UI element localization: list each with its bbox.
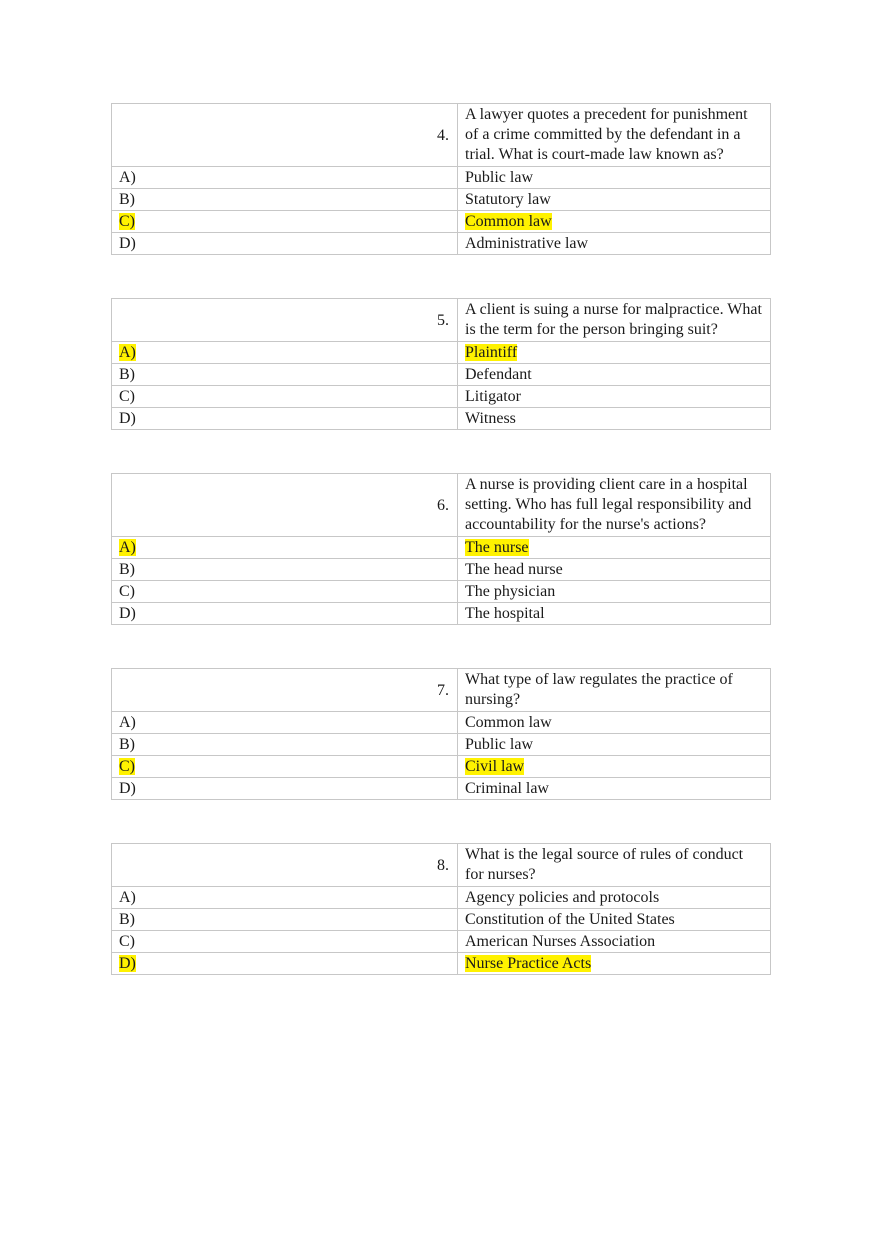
option-text: Witness [465, 410, 516, 427]
option-letter-highlighted: A) [119, 344, 136, 361]
option-text: Administrative law [465, 235, 589, 252]
question-row [112, 474, 771, 537]
question-table [111, 843, 771, 975]
option-text: The head nurse [465, 561, 563, 578]
option-letter-highlighted: A) [119, 539, 136, 556]
option-row [112, 559, 771, 581]
option-text-highlighted: Civil law [465, 758, 525, 775]
question-text: What is the legal source of rules of conduct for nurses? [458, 844, 771, 887]
document-page [111, 103, 771, 1018]
question-text: A client is suing a nurse for malpractice. What is the term for the person bringing suit? [458, 299, 771, 342]
question-text: A nurse is providing client care in a hospital setting. Who has full legal responsibility and accountability for the nurse's actions? [458, 474, 771, 537]
question-table [111, 473, 771, 625]
option-row [112, 887, 771, 909]
option-letter: D) [119, 410, 136, 427]
option-text: The physician [465, 583, 556, 600]
option-letter: D) [119, 780, 136, 797]
option-text: Public law [465, 736, 533, 753]
option-letter: A) [119, 889, 136, 906]
option-letter: B) [119, 561, 135, 578]
question-row [112, 299, 771, 342]
option-row-correct [112, 953, 771, 975]
option-row [112, 712, 771, 734]
option-letter-highlighted: D) [119, 955, 136, 972]
question-row [112, 669, 771, 712]
option-letter-highlighted: C) [119, 213, 135, 230]
option-text: Constitution of the United States [465, 911, 675, 928]
option-text: Criminal law [465, 780, 549, 797]
option-letter: B) [119, 191, 135, 208]
question-number: 4. [112, 104, 458, 167]
option-letter: B) [119, 736, 135, 753]
question-row [112, 104, 771, 167]
option-row [112, 931, 771, 953]
option-letter: B) [119, 366, 135, 383]
question-number: 6. [112, 474, 458, 537]
option-row-correct [112, 756, 771, 778]
option-row [112, 603, 771, 625]
option-letter: C) [119, 583, 135, 600]
question-number: 5. [112, 299, 458, 342]
option-letter: A) [119, 714, 136, 731]
option-text: Statutory law [465, 191, 551, 208]
option-letter: D) [119, 235, 136, 252]
option-text-highlighted: Nurse Practice Acts [465, 955, 592, 972]
question-table [111, 298, 771, 430]
option-text: Agency policies and protocols [465, 889, 660, 906]
option-row [112, 364, 771, 386]
option-row [112, 581, 771, 603]
question-text: A lawyer quotes a precedent for punishment of a crime committed by the defendant in a trial. What is court-made law known as? [458, 104, 771, 167]
option-row [112, 909, 771, 931]
question-number: 7. [112, 669, 458, 712]
option-letter: A) [119, 169, 136, 186]
option-row [112, 189, 771, 211]
option-row [112, 233, 771, 255]
option-text: American Nurses Association [465, 933, 656, 950]
option-row [112, 778, 771, 800]
option-text: Defendant [465, 366, 532, 383]
option-text-highlighted: Plaintiff [465, 344, 518, 361]
option-letter: C) [119, 388, 135, 405]
option-text-highlighted: Common law [465, 213, 552, 230]
question-table [111, 668, 771, 800]
option-row [112, 734, 771, 756]
option-row [112, 167, 771, 189]
option-letter: D) [119, 605, 136, 622]
question-number: 8. [112, 844, 458, 887]
option-row-correct [112, 537, 771, 559]
option-text-highlighted: The nurse [465, 539, 529, 556]
option-row [112, 386, 771, 408]
option-text: Public law [465, 169, 533, 186]
option-letter: C) [119, 933, 135, 950]
option-text: Common law [465, 714, 552, 731]
option-text: The hospital [465, 605, 545, 622]
question-row [112, 844, 771, 887]
option-letter-highlighted: C) [119, 758, 135, 775]
option-letter: B) [119, 911, 135, 928]
question-table [111, 103, 771, 255]
option-row-correct [112, 342, 771, 364]
option-row [112, 408, 771, 430]
question-text: What type of law regulates the practice of nursing? [458, 669, 771, 712]
option-text: Litigator [465, 388, 521, 405]
option-row-correct [112, 211, 771, 233]
